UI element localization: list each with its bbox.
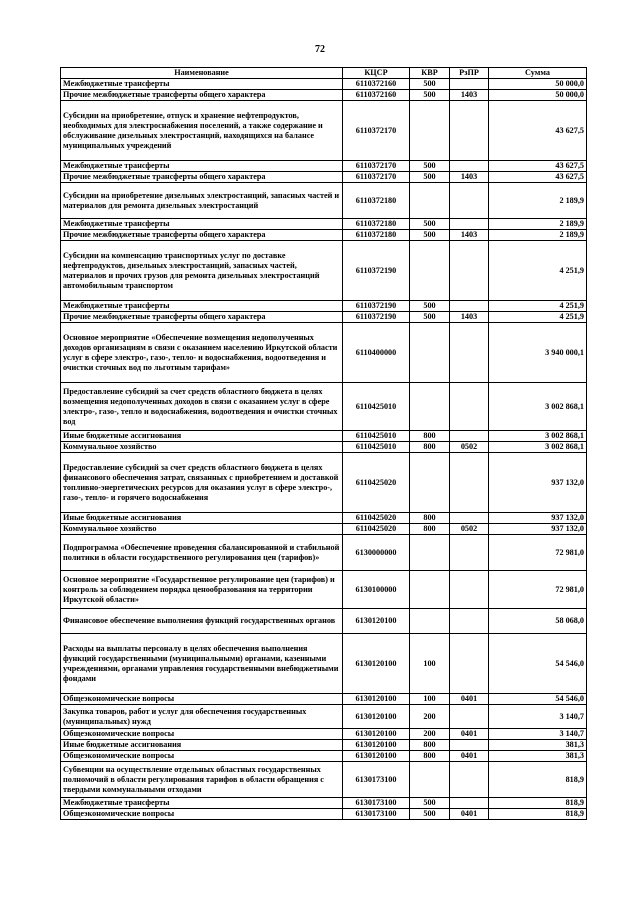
cell-name: Субвенции на осуществление отдельных областных государственных полномочий в области регулирования тарифов в области обращения с твердыми коммунальными отходами (61, 762, 343, 798)
cell-sum: 3 940 000,1 (489, 323, 587, 383)
cell-name: Межбюджетные трансферты (61, 219, 343, 230)
cell-name: Основное мероприятие «Обеспечение возмещения недополученных доходов организациям в связи с оказанием населению Иркутской области услуг в сфере электро-, газо-, тепло- и водоснабжения, водоотведения и очистки сточных вод по льготным тарифам» (61, 323, 343, 383)
cell-name: Прочие межбюджетные трансферты общего характера (61, 230, 343, 241)
cell-rzpr: 0502 (450, 524, 489, 535)
cell-name: Предоставление субсидий за счет средств областного бюджета в целях финансового обеспечения затрат, связанных с приобретением и доставкой топливно-энергетических ресурсов для оказания услуг в сфере электро-, газо-, тепло- и горячего водоснабжения (61, 453, 343, 513)
cell-kcsr: 6130173100 (343, 809, 410, 820)
cell-sum: 4 251,9 (489, 241, 587, 301)
cell-rzpr (450, 634, 489, 694)
table-row (61, 101, 587, 161)
header-name: Наименование (61, 68, 343, 79)
table-row (61, 241, 587, 301)
cell-kcsr: 6130120100 (343, 751, 410, 762)
cell-kvr: 100 (410, 694, 450, 705)
table-row (61, 161, 587, 172)
header-sum: Сумма (489, 68, 587, 79)
cell-name: Коммунальное хозяйство (61, 442, 343, 453)
cell-kcsr: 6130120100 (343, 705, 410, 729)
cell-kvr: 500 (410, 172, 450, 183)
cell-sum: 3 140,7 (489, 705, 587, 729)
cell-name: Общеэкономические вопросы (61, 729, 343, 740)
cell-kvr: 200 (410, 705, 450, 729)
table-row (61, 172, 587, 183)
cell-rzpr: 0401 (450, 694, 489, 705)
cell-name: Закупка товаров, работ и услуг для обеспечения государственных (муниципальных) нужд (61, 705, 343, 729)
cell-rzpr (450, 513, 489, 524)
cell-name: Субсидии на компенсацию транспортных услуг по доставке нефтепродуктов, дизельных электростанций, запасных частей, материалов и прочих грузов для ремонта дизельных электростанций автомобильным транспортом (61, 241, 343, 301)
cell-name: Субсидии на приобретение, отпуск и хранение нефтепродуктов, необходимых для электроснабжения поселений, а также содержание и обслуживание дизельных электростанций, находящихся на балансе муниципальных учреждений (61, 101, 343, 161)
cell-kvr: 500 (410, 301, 450, 312)
cell-kvr: 800 (410, 751, 450, 762)
table-row (61, 90, 587, 101)
cell-kvr: 200 (410, 729, 450, 740)
cell-kcsr: 6110372170 (343, 172, 410, 183)
table-row (61, 798, 587, 809)
table-row (61, 442, 587, 453)
cell-kcsr: 6130120100 (343, 729, 410, 740)
cell-sum: 818,9 (489, 762, 587, 798)
cell-kcsr: 6110372190 (343, 301, 410, 312)
cell-kvr (410, 762, 450, 798)
cell-kcsr: 6130173100 (343, 798, 410, 809)
cell-rzpr: 0502 (450, 442, 489, 453)
cell-kcsr: 6130173100 (343, 762, 410, 798)
cell-sum: 58 068,0 (489, 609, 587, 634)
table-row (61, 219, 587, 230)
cell-kcsr: 6130120100 (343, 609, 410, 634)
cell-sum: 43 627,5 (489, 161, 587, 172)
table-row (61, 323, 587, 383)
cell-kcsr: 6110372180 (343, 219, 410, 230)
cell-name: Общеэкономические вопросы (61, 694, 343, 705)
cell-sum: 2 189,9 (489, 230, 587, 241)
table-row (61, 383, 587, 431)
table-row (61, 609, 587, 634)
cell-kvr: 500 (410, 230, 450, 241)
cell-rzpr (450, 705, 489, 729)
cell-kvr (410, 241, 450, 301)
cell-rzpr (450, 219, 489, 230)
cell-rzpr (450, 762, 489, 798)
cell-name: Иные бюджетные ассигнования (61, 513, 343, 524)
table-row (61, 634, 587, 694)
cell-rzpr (450, 101, 489, 161)
cell-sum: 54 546,0 (489, 634, 587, 694)
cell-sum: 72 981,0 (489, 535, 587, 571)
cell-name: Основное мероприятие «Государственное регулирование цен (тарифов) и контроль за соблюдением порядка ценообразования на территории Иркутской области» (61, 571, 343, 609)
cell-sum: 50 000,0 (489, 79, 587, 90)
table-row (61, 312, 587, 323)
cell-kcsr: 6110372170 (343, 101, 410, 161)
cell-kvr: 500 (410, 312, 450, 323)
cell-kvr: 500 (410, 79, 450, 90)
cell-rzpr (450, 571, 489, 609)
table-row (61, 705, 587, 729)
cell-kvr: 500 (410, 219, 450, 230)
table-row (61, 751, 587, 762)
cell-name: Коммунальное хозяйство (61, 524, 343, 535)
header-rzpr: РзПР (450, 68, 489, 79)
cell-rzpr: 1403 (450, 230, 489, 241)
page-number: 72 (315, 44, 325, 55)
cell-kcsr: 6110372170 (343, 161, 410, 172)
cell-kvr (410, 183, 450, 219)
cell-sum: 937 132,0 (489, 513, 587, 524)
cell-name: Прочие межбюджетные трансферты общего характера (61, 312, 343, 323)
cell-kcsr: 6110372180 (343, 183, 410, 219)
cell-rzpr: 1403 (450, 312, 489, 323)
cell-name: Финансовое обеспечение выполнения функций государственных органов (61, 609, 343, 634)
cell-name: Предоставление субсидий за счет средств областного бюджета в целях возмещения недополученных доходов в связи с оказанием услуг в сфере электро-, газо-, тепло и водоснабжения, водоотведения и очистки сточных вод (61, 383, 343, 431)
cell-sum: 43 627,5 (489, 172, 587, 183)
cell-sum: 381,3 (489, 740, 587, 751)
cell-kcsr: 6110425010 (343, 383, 410, 431)
cell-rzpr (450, 161, 489, 172)
cell-sum: 2 189,9 (489, 183, 587, 219)
cell-name: Иные бюджетные ассигнования (61, 431, 343, 442)
cell-sum: 4 251,9 (489, 301, 587, 312)
cell-sum: 2 189,9 (489, 219, 587, 230)
cell-kcsr: 6110425020 (343, 524, 410, 535)
table-row (61, 79, 587, 90)
cell-kcsr: 6110372180 (343, 230, 410, 241)
cell-kvr (410, 609, 450, 634)
cell-name: Прочие межбюджетные трансферты общего характера (61, 90, 343, 101)
cell-kvr (410, 323, 450, 383)
cell-kcsr: 6130120100 (343, 694, 410, 705)
cell-sum: 3 002 868,1 (489, 431, 587, 442)
cell-rzpr (450, 323, 489, 383)
table-header-row (61, 68, 587, 79)
cell-kcsr: 6110425020 (343, 513, 410, 524)
table-row (61, 513, 587, 524)
cell-kvr: 800 (410, 740, 450, 751)
cell-kvr (410, 101, 450, 161)
cell-sum: 818,9 (489, 809, 587, 820)
cell-sum: 937 132,0 (489, 453, 587, 513)
cell-rzpr (450, 431, 489, 442)
cell-name: Общеэкономические вопросы (61, 809, 343, 820)
cell-name: Расходы на выплаты персоналу в целях обеспечения выполнения функций государственными (муниципальными) органами, казенными учреждениями, органами управления государственными внебюджетными фондами (61, 634, 343, 694)
cell-sum: 43 627,5 (489, 101, 587, 161)
table-row (61, 230, 587, 241)
cell-rzpr (450, 453, 489, 513)
table-row (61, 762, 587, 798)
table-row (61, 301, 587, 312)
cell-rzpr (450, 183, 489, 219)
cell-kcsr: 6110372160 (343, 79, 410, 90)
cell-kvr (410, 571, 450, 609)
header-kcsr: КЦСР (343, 68, 410, 79)
cell-sum: 54 546,0 (489, 694, 587, 705)
cell-rzpr: 1403 (450, 172, 489, 183)
table-row (61, 453, 587, 513)
cell-sum: 3 002 868,1 (489, 383, 587, 431)
table-row (61, 183, 587, 219)
cell-name: Межбюджетные трансферты (61, 798, 343, 809)
cell-rzpr: 0401 (450, 751, 489, 762)
cell-kvr (410, 383, 450, 431)
cell-rzpr (450, 740, 489, 751)
cell-kvr: 500 (410, 809, 450, 820)
table-row (61, 571, 587, 609)
cell-rzpr: 0401 (450, 809, 489, 820)
cell-rzpr (450, 535, 489, 571)
table-body (61, 79, 587, 820)
cell-kvr: 800 (410, 431, 450, 442)
cell-rzpr: 0401 (450, 729, 489, 740)
cell-kcsr: 6110372160 (343, 90, 410, 101)
cell-name: Межбюджетные трансферты (61, 161, 343, 172)
cell-name: Общеэкономические вопросы (61, 751, 343, 762)
cell-kcsr: 6130100000 (343, 571, 410, 609)
cell-sum: 4 251,9 (489, 312, 587, 323)
cell-kcsr: 6110400000 (343, 323, 410, 383)
cell-sum: 3 002 868,1 (489, 442, 587, 453)
cell-kvr: 500 (410, 161, 450, 172)
table-row (61, 694, 587, 705)
cell-kvr (410, 453, 450, 513)
cell-kcsr: 6110372190 (343, 241, 410, 301)
table-row (61, 729, 587, 740)
header-kvr: КВР (410, 68, 450, 79)
budget-table (60, 67, 587, 820)
cell-name: Межбюджетные трансферты (61, 79, 343, 90)
cell-sum: 937 132,0 (489, 524, 587, 535)
cell-kcsr: 6130120100 (343, 740, 410, 751)
cell-kcsr: 6110425010 (343, 431, 410, 442)
cell-kcsr: 6110425020 (343, 453, 410, 513)
table-row (61, 524, 587, 535)
cell-rzpr: 1403 (450, 90, 489, 101)
cell-kvr: 500 (410, 90, 450, 101)
cell-kvr (410, 535, 450, 571)
cell-rzpr (450, 383, 489, 431)
cell-name: Подпрограмма «Обеспечение проведения сбалансированной и стабильной политики в области государственного регулирования цен (тарифов)» (61, 535, 343, 571)
table-row (61, 431, 587, 442)
cell-kvr: 100 (410, 634, 450, 694)
cell-rzpr (450, 301, 489, 312)
cell-sum: 381,3 (489, 751, 587, 762)
cell-kcsr: 6110425010 (343, 442, 410, 453)
cell-kcsr: 6130120100 (343, 634, 410, 694)
table-row (61, 535, 587, 571)
cell-sum: 818,9 (489, 798, 587, 809)
table-row (61, 740, 587, 751)
cell-rzpr (450, 241, 489, 301)
cell-sum: 72 981,0 (489, 571, 587, 609)
cell-name: Прочие межбюджетные трансферты общего характера (61, 172, 343, 183)
cell-sum: 50 000,0 (489, 90, 587, 101)
cell-name: Иные бюджетные ассигнования (61, 740, 343, 751)
cell-rzpr (450, 609, 489, 634)
cell-kvr: 500 (410, 798, 450, 809)
table-row (61, 809, 587, 820)
cell-rzpr (450, 79, 489, 90)
cell-sum: 3 140,7 (489, 729, 587, 740)
cell-kvr: 800 (410, 524, 450, 535)
cell-kvr: 800 (410, 442, 450, 453)
cell-kcsr: 6110372190 (343, 312, 410, 323)
cell-name: Субсидии на приобретение дизельных электростанций, запасных частей и материалов для ремонта дизельных электростанций (61, 183, 343, 219)
cell-kcsr: 6130000000 (343, 535, 410, 571)
cell-name: Межбюджетные трансферты (61, 301, 343, 312)
cell-kvr: 800 (410, 513, 450, 524)
cell-rzpr (450, 798, 489, 809)
